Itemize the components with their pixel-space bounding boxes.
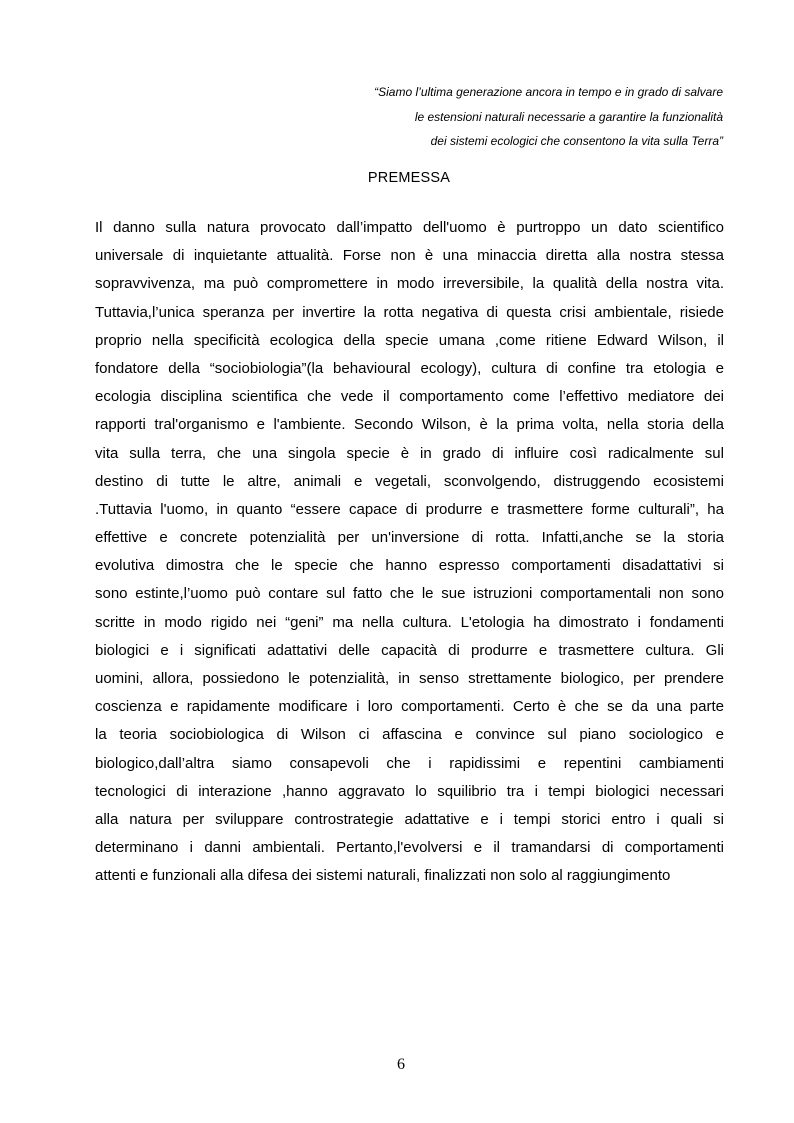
paragraph-line: alla natura per sviluppare controstrategie adattative e i tempi storici entro i quali si (95, 810, 724, 828)
paragraph-line: scritte in modo rigido nei “geni” ma nella cultura. L'etologia ha dimostrato i fondamenti (95, 613, 724, 631)
paragraph-line: Il danno sulla natura provocato dall’impatto dell'uomo è purtroppo un dato scientifico (95, 219, 724, 236)
body-paragraph (95, 214, 724, 891)
paragraph-line: biologico,dall’altra siamo consapevoli che i rapidissimi e repentini cambiamenti (95, 754, 724, 772)
paragraph-line: sono estinte,l’uomo può contare sul fatto che le sue istruzioni comportamentali non sono (95, 585, 724, 603)
page-number: 6 (397, 1056, 405, 1073)
epigraph-line: dei sistemi ecologici che consentono la vita sulla Terra” (430, 134, 723, 148)
epigraph-line: “Siamo l’ultima generazione ancora in tempo e in grado di salvare (374, 85, 723, 99)
paragraph-line: universale di inquietante attualità. Forse non è una minaccia diretta alla nostra stessa (95, 247, 724, 265)
paragraph-line: la teoria sociobiologica di Wilson ci affascina e convince sul piano sociologico e (95, 726, 724, 744)
paragraph-line: determinano i danni ambientali. Pertanto,l'evolversi e il tramandarsi di comportamenti (95, 839, 724, 857)
paragraph-line: Tuttavia,l’unica speranza per invertire la rotta negativa di questa crisi ambientale, risiede (95, 303, 724, 321)
paragraph-line: coscienza e rapidamente modificare i loro comportamenti. Certo è che se da una parte (95, 698, 724, 716)
paragraph-line: uomini, allora, possiedono le potenzialità, in senso strettamente biologico, per prendere (95, 670, 724, 687)
paragraph-line: biologici e i significati adattativi delle capacità di produrre e trasmettere cultura. Gli (95, 641, 724, 659)
section-heading: PREMESSA (367, 170, 451, 186)
paragraph-line: rapporti tral'organismo e l'ambiente. Secondo Wilson, è la prima volta, nella storia della (95, 416, 724, 434)
paragraph-line: .Tuttavia l'uomo, in quanto “essere capace di produrre e trasmettere forme culturali”, ha (95, 500, 724, 518)
paragraph-line: vita sulla terra, che una singola specie è in grado di influire così radicalmente sul (95, 444, 724, 462)
epigraph-line: le estensioni naturali necessarie a garantire la funzionalità (414, 109, 723, 124)
paragraph-line: fondatore della “sociobiologia”(la behavioural ecology), cultura di confine tra etologia e (95, 359, 724, 377)
epigraph-quote (243, 80, 723, 154)
paragraph-line: evolutiva dimostra che le specie che hanno espresso comportamenti disadattativi si (95, 557, 724, 575)
paragraph-line: effettive e concrete potenzialità per un'inversione di rotta. Infatti,anche se la storia (95, 529, 724, 547)
paragraph-line: tecnologici di interazione ,hanno aggravato lo squilibrio tra i tempi biologici necessari (95, 782, 724, 800)
paragraph-line: proprio nella specificità ecologica della specie umana ,come ritiene Edward Wilson, il (95, 331, 724, 349)
paragraph-line: destino di tutte le altre, animali e vegetali, sconvolgendo, distruggendo ecosistemi (95, 472, 724, 490)
paragraph-line: attenti e funzionali alla difesa dei sistemi naturali, finalizzati non solo al raggiungimento (95, 867, 671, 885)
paragraph-line: ecologia disciplina scientifica che vede il comportamento come l’effettivo mediatore dei (95, 388, 724, 406)
paragraph-line: sopravvivenza, ma può compromettere in modo irreversibile, la qualità della nostra vita. (95, 275, 724, 293)
